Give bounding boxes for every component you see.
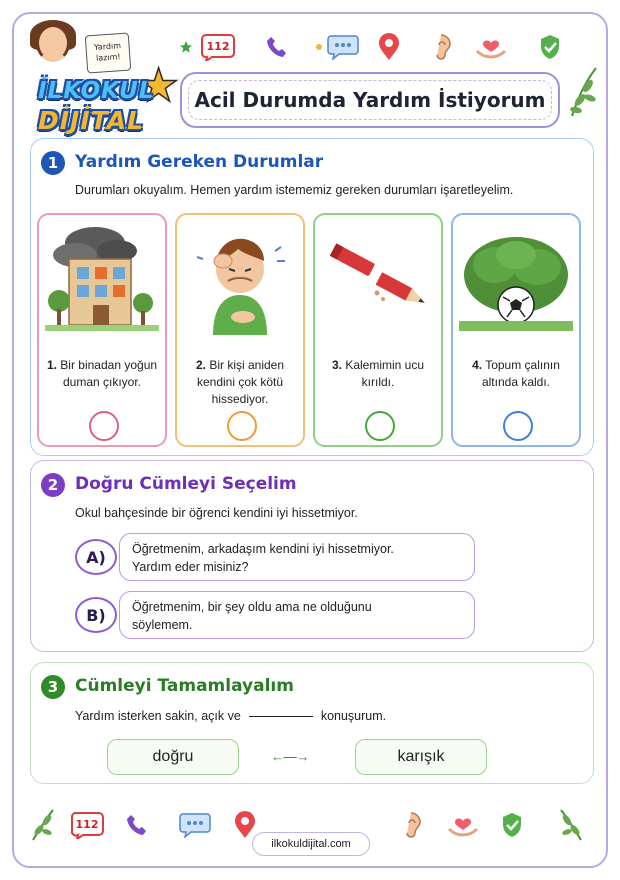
section-number: 2	[41, 473, 65, 497]
section-choose-sentence	[30, 460, 594, 652]
leaf-branch-icon	[566, 64, 600, 123]
section-title: Doğru Cümleyi Seçelim	[75, 474, 297, 494]
footer-website[interactable]: ilkokuldijital.com	[252, 832, 370, 856]
section-instruction: Durumları okuyalım. Hemen yardım istememiz gereken durumları işaretleyelim.	[75, 183, 514, 197]
option-b-letter[interactable]: B)	[75, 597, 117, 633]
section-title: Cümleyi Tamamlayalım	[75, 676, 294, 696]
sparkle-icon	[312, 30, 326, 64]
option-b-line2: söylemem.	[132, 618, 193, 632]
emergency-112-icon	[200, 30, 236, 64]
shield-check-icon	[498, 808, 526, 842]
title-box-inner	[188, 80, 552, 120]
answer-blank[interactable]	[249, 716, 313, 717]
choice-word-1[interactable]: doğru	[107, 739, 239, 775]
situation-card-1	[37, 213, 167, 447]
ball-under-bush-image	[459, 221, 573, 335]
answer-circle-1[interactable]	[89, 411, 119, 441]
choice-word-2[interactable]: karışık	[355, 739, 487, 775]
option-a-letter[interactable]: A)	[75, 539, 117, 575]
leaf-branch-icon	[28, 808, 58, 842]
sentence-start: Yardım isterken sakin, açık ve	[75, 709, 241, 723]
section-complete-sentence	[30, 662, 594, 784]
option-a-box[interactable]	[119, 533, 475, 581]
smoking-building-image	[45, 221, 159, 335]
title-box	[180, 72, 560, 128]
situation-text: 2. Bir kişi aniden kendini çok kötü hissediyor.	[195, 358, 285, 406]
helping-hands-heart-icon	[474, 30, 508, 64]
logo-line2: DİJİTAL	[38, 106, 145, 135]
sentence-end: konuşurum.	[320, 709, 387, 723]
option-a-line1: Öğretmenim, arkadaşım kendini iyi hissetmiyor.	[132, 542, 394, 556]
situation-text: 3. Kalemimin ucu kırıldı.	[331, 358, 425, 389]
emergency-number: 112	[75, 818, 99, 831]
emergency-number: 112	[206, 40, 230, 53]
phone-icon	[264, 30, 290, 64]
section-help-situations	[30, 138, 594, 456]
logo	[18, 18, 180, 135]
chat-bubble-icon	[326, 30, 360, 64]
option-b-box[interactable]	[119, 591, 475, 639]
situation-card-2	[175, 213, 305, 447]
helping-hands-heart-icon	[446, 808, 480, 842]
situation-text: 1. Bir binadan yoğun duman çıkıyor.	[46, 358, 158, 389]
section-number: 3	[41, 675, 65, 699]
page-title: Acil Durumda Yardım İstiyorum	[194, 88, 546, 112]
star-icon: ★	[138, 59, 180, 111]
shield-check-icon	[536, 30, 564, 64]
situation-text: 4. Topum çalının altında kaldı.	[472, 358, 560, 389]
double-arrow-icon: ←----→	[271, 749, 309, 764]
situation-card-3	[313, 213, 443, 447]
fill-in-sentence	[75, 709, 386, 723]
situation-card-4	[451, 213, 581, 447]
star-icon	[176, 30, 196, 64]
chat-bubble-icon	[178, 808, 212, 842]
leaf-branch-icon	[556, 808, 586, 842]
sick-boy-image	[183, 221, 297, 335]
ear-icon	[398, 808, 424, 842]
emergency-112-icon	[70, 808, 104, 842]
answer-circle-4[interactable]	[503, 411, 533, 441]
phone-icon	[124, 808, 150, 842]
answer-circle-2[interactable]	[227, 411, 257, 441]
ear-icon	[428, 30, 454, 64]
section-number: 1	[41, 151, 65, 175]
answer-circle-3[interactable]	[365, 411, 395, 441]
logo-line1: İLKOKUL	[38, 78, 155, 104]
logo-girl-icon	[36, 24, 70, 62]
header-icon-row	[176, 30, 596, 66]
broken-pencil-image	[321, 221, 435, 335]
section-title: Yardım Gereken Durumlar	[75, 152, 324, 172]
location-pin-icon	[376, 30, 402, 64]
section-instruction: Okul bahçesinde bir öğrenci kendini iyi hissetmiyor.	[75, 506, 358, 520]
option-b-line1: Öğretmenim, bir şey oldu ama ne olduğunu	[132, 600, 372, 614]
option-a-line2: Yardım eder misiniz?	[132, 560, 249, 574]
logo-sign: Yardım lazım!	[85, 33, 132, 74]
